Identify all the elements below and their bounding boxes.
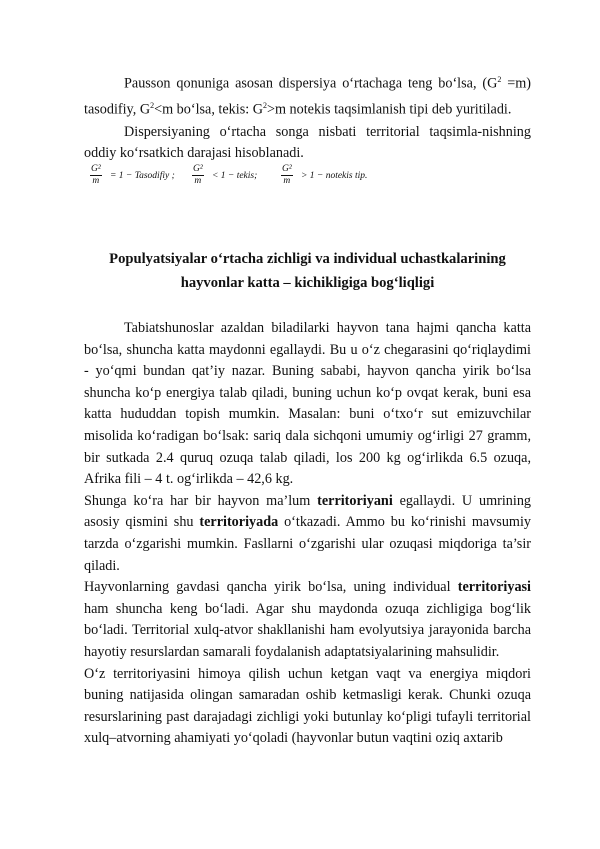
formula-relation-random: = 1 − Tasodifiy ; (110, 171, 175, 181)
formula-distribution-types (90, 164, 530, 198)
paragraph-poisson-law (84, 69, 531, 122)
text-run: =m) tasodifiy, G (84, 75, 532, 119)
intro-section (84, 69, 531, 165)
fraction-3: $\frac{\text{G²}}{m}$ (282, 164, 292, 186)
formula-relation-uniform: < 1 − tekis; (212, 171, 258, 181)
superscript: 2 (150, 101, 155, 111)
bold-term: territoriyasi (457, 579, 531, 596)
paragraph-individual-territory: Hayvonlarning gavdasi qancha yirik bo‘lsa, uning individual territoriyasi ham shuncha keng bo‘ladi. Agar shu maydonda ozuqa zichligiga bog‘lik bo‘ladi. Territorial xulq-atvor shakllanishi ham evolyutsiya jarayonida barcha hayotiy resurslardan samarali foydalanish adaptatsiyalarining mahsulidir. (84, 579, 531, 660)
heading-line-1: Populyatsiyalar o‘rtacha zichligi va individual uchastkalarining (109, 251, 506, 267)
fraction-2: $\frac{\text{G²}}{m}$ (193, 164, 203, 186)
formula-relation-nonuniform: > 1 − notekis tip. (301, 171, 368, 181)
body-section (84, 318, 531, 750)
paragraph-territory-defense: O‘z territoriyasini himoya qilish uchun ketgan vaqt va energiya miqdori buning natijasida olingan samaradan oshib ketmasligi kerak. Chunki ozuqa resurslarining past darajadagi zichligi yoki butunlay ko‘pligi tufayli territorial xulq–atvorning ahamiyati yo‘qoladi (hayvonlar butun vaqtini oziq axtarib (84, 665, 531, 747)
paragraph-territory: Shunga ko‘ra har bir hayvon ma’lum territoriyani egallaydi. U umrining asosiy qismini shu territoriyada o‘tkazadi. Ammo bu ko‘rinishi mavsumiy tarzda o‘zgarishi mumkin. Fasllarni o‘zgarishi ular ozuqasi miqdoriga ta’sir qiladi. (84, 492, 532, 574)
superscript: 2 (262, 101, 267, 111)
text-run: Pausson qonuniga asosan dispersiya o‘rtachaga teng bo‘lsa, (G (124, 75, 498, 92)
fraction-1: $\frac{\text{G²}}{m}$ (91, 164, 101, 186)
paragraph-body-size: Tabiatshunoslar azaldan biladilarki hayvon tana hajmi qancha katta bo‘lsa, shuncha katta maydonni egallaydi. Bu u o‘z chegarasini qo‘riqlaydimi - yo‘qmi bundan qat’iy nazar. Buning sababi, hayvon qancha yirik bo‘lsa shuncha ko‘p energiya talab qiladi, buning uchun ko‘p ovqat kerak, buni esa katta hududdan topish mumkin. Masalan: buni o‘txo‘r sut emizuvchilar misolida ko‘radigan bo‘lsak: sariq dala sichqoni umumiy og‘irligi 27 gramm, bir sutkada 2.4 quruq ozuqa talab qiladi, los 200 kg og‘irlikda 6.5 ozuqa, Afrika fili – 4 t. og‘irlikda – 42,6 kg. (84, 320, 531, 488)
text-run: >m notekis taqsimlanish tipi deb yuritiladi. (266, 102, 512, 119)
text-run: <m bo‘lsa, tekis: G (154, 102, 263, 119)
paragraph-dispersion-ratio: Dispersiyaning o‘rtacha songa nisbati territorial taqsimla-nishning oddiy ko‘rsatkich darajasi hisoblanadi. (84, 123, 531, 162)
heading-line-2: hayvonlar katta – kichikligiga bog‘liqligi (180, 275, 435, 291)
section-heading (84, 247, 531, 295)
bold-term: territoriyada (199, 514, 279, 531)
superscript: 2 (497, 75, 502, 84)
bold-term: territoriyani (317, 492, 393, 509)
